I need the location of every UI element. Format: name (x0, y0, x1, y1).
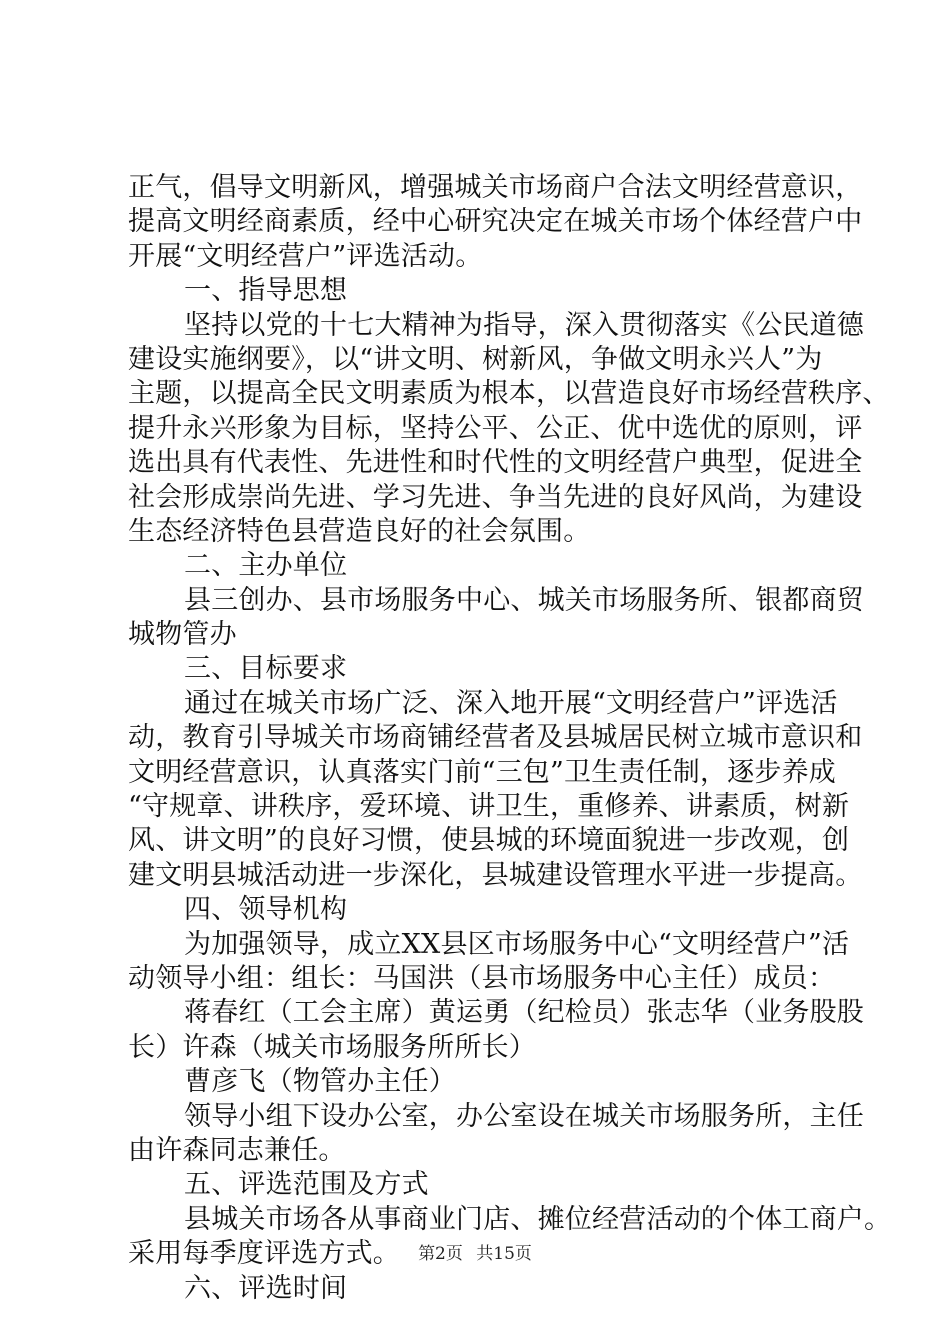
text-line: 四、领导机构 (184, 894, 348, 926)
text-line: 通过在城关市场广泛、深入地开展“文明经营户”评选活 (184, 687, 838, 719)
text-line: 动领导小组：组长：马国洪（县市场服务中心主任）成员： (128, 962, 836, 994)
text-line: 开展“文明经营户”评选活动。 (128, 240, 483, 272)
text-line: 正气，倡导文明新风，增强城关市场商户合法文明经营意识， (128, 172, 863, 203)
text-line: 长）许森（城关市场服务所所长） (128, 1031, 536, 1063)
text-line: 蒋春红（工会主席）黄运勇（纪检员）张志华（业务股股 (184, 997, 864, 1029)
text-line: 县城关市场各从事商业门店、摊位经营活动的个体工商户。 (184, 1203, 892, 1235)
text-line: 领导小组下设办公室，办公室设在城关市场服务所，主任 (184, 1100, 864, 1132)
page-total: 共15页 (476, 1244, 532, 1264)
text-line: 一、指导思想 (184, 275, 348, 307)
text-line: 五、评选范围及方式 (184, 1169, 429, 1201)
text-line: 二、主办单位 (184, 550, 348, 582)
text-line: 三、目标要求 (184, 653, 348, 685)
text-line: 动，教育引导城关市场商铺经营者及县城居民树立城市意识和 (128, 722, 863, 754)
document-body (128, 171, 892, 1306)
page-footer (0, 1243, 950, 1265)
text-line: 曹彦飞（物管办主任） (184, 1066, 456, 1098)
text-line: 采用每季度评选方式。 (128, 1238, 400, 1270)
page-number: 第2页 (418, 1244, 463, 1264)
text-line: 坚持以党的十七大精神为指导，深入贯彻落实《公民道德 (184, 309, 864, 341)
text-line: 为加强领导，成立XX县区市场服务中心“文明经营户”活 (184, 928, 850, 960)
text-line: 选出具有代表性、先进性和时代性的文明经营户典型，促进全 (128, 447, 863, 479)
text-line: 提升永兴形象为目标，坚持公平、公正、优中选优的原则，评 (128, 412, 863, 444)
text-line: 城物管办 (128, 619, 237, 651)
text-line: 社会形成崇尚先进、学习先进、争当先进的良好风尚，为建设 (128, 481, 863, 513)
text-line: 六、评选时间 (184, 1272, 348, 1304)
text-line: 县三创办、县市场服务中心、城关市场服务所、银都商贸 (184, 584, 864, 616)
text-line: 由许森同志兼任。 (128, 1134, 346, 1166)
text-line: “守规章、讲秩序，爱环境、讲卫生，重修养、讲素质，树新 (128, 791, 850, 823)
text-line: 建设实施纲要》，以“讲文明、树新风，争做文明永兴人”为 (128, 343, 823, 375)
text-line: 风、讲文明”的良好习惯，使县城的环境面貌进一步改观，创 (128, 825, 850, 857)
text-line: 主题，以提高全民文明素质为根本，以营造良好市场经营秩序、 (128, 378, 890, 410)
text-line: 建文明县城活动进一步深化，县城建设管理水平进一步提高。 (128, 859, 863, 891)
text-line: 文明经营意识，认真落实门前“三包”卫生责任制，逐步养成 (128, 756, 837, 788)
text-line: 生态经济特色县营造良好的社会氛围。 (128, 515, 591, 547)
text-line: 提高文明经商素质，经中心研究决定在城关市场个体经营户中 (128, 206, 863, 238)
